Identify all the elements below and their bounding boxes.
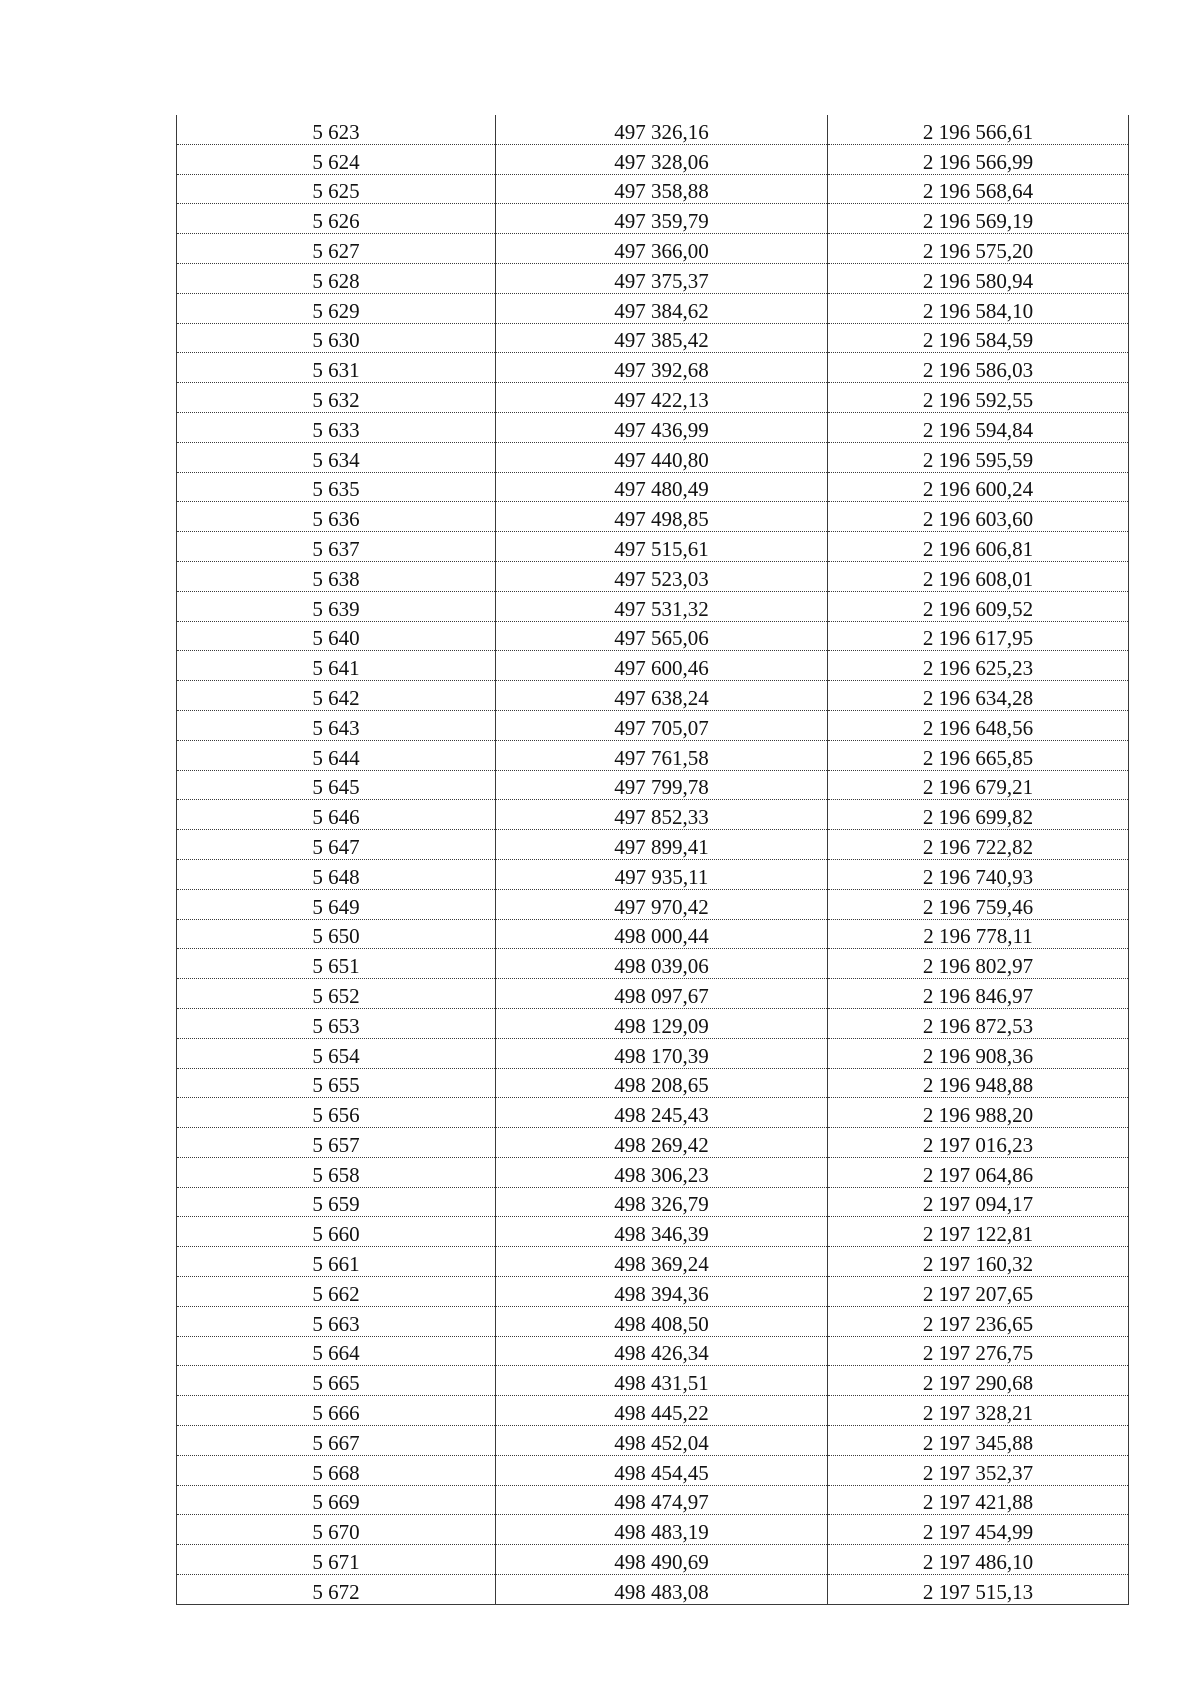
- point-number-cell: 5 654: [177, 1038, 496, 1068]
- y-coordinate-cell: 2 197 122,81: [828, 1217, 1129, 1247]
- y-coordinate-cell: 2 196 948,88: [828, 1068, 1129, 1098]
- point-number-cell: 5 646: [177, 800, 496, 830]
- x-coordinate-cell: 497 531,32: [496, 591, 828, 621]
- point-number-cell: 5 648: [177, 859, 496, 889]
- x-coordinate-cell: 497 935,11: [496, 859, 828, 889]
- table-row: [177, 561, 1129, 591]
- point-number-cell: 5 634: [177, 442, 496, 472]
- table-row: [177, 1366, 1129, 1396]
- y-coordinate-cell: 2 197 207,65: [828, 1277, 1129, 1307]
- x-coordinate-cell: 497 375,37: [496, 263, 828, 293]
- point-number-cell: 5 629: [177, 293, 496, 323]
- point-number-cell: 5 633: [177, 412, 496, 442]
- point-number-cell: 5 627: [177, 234, 496, 264]
- y-coordinate-cell: 2 196 569,19: [828, 204, 1129, 234]
- x-coordinate-cell: 498 129,09: [496, 1008, 828, 1038]
- y-coordinate-cell: 2 196 625,23: [828, 651, 1129, 681]
- table-row: [177, 1336, 1129, 1366]
- point-number-cell: 5 640: [177, 621, 496, 651]
- y-coordinate-cell: 2 196 722,82: [828, 830, 1129, 860]
- x-coordinate-cell: 498 170,39: [496, 1038, 828, 1068]
- x-coordinate-cell: 498 346,39: [496, 1217, 828, 1247]
- point-number-cell: 5 631: [177, 353, 496, 383]
- y-coordinate-cell: 2 196 872,53: [828, 1008, 1129, 1038]
- y-coordinate-cell: 2 197 094,17: [828, 1187, 1129, 1217]
- table-row: [177, 323, 1129, 353]
- table-row: [177, 1068, 1129, 1098]
- point-number-cell: 5 625: [177, 174, 496, 204]
- table-row: [177, 830, 1129, 860]
- x-coordinate-cell: 498 474,97: [496, 1485, 828, 1515]
- point-number-cell: 5 628: [177, 263, 496, 293]
- table-row: [177, 1455, 1129, 1485]
- table-row: [177, 889, 1129, 919]
- point-number-cell: 5 666: [177, 1396, 496, 1426]
- table-row: [177, 1277, 1129, 1307]
- x-coordinate-cell: 497 366,00: [496, 234, 828, 264]
- table-row: [177, 740, 1129, 770]
- table-row: [177, 1128, 1129, 1158]
- x-coordinate-cell: 497 326,16: [496, 115, 828, 144]
- point-number-cell: 5 660: [177, 1217, 496, 1247]
- y-coordinate-cell: 2 196 592,55: [828, 383, 1129, 413]
- x-coordinate-cell: 498 000,44: [496, 919, 828, 949]
- table-row: [177, 800, 1129, 830]
- point-number-cell: 5 665: [177, 1366, 496, 1396]
- y-coordinate-cell: 2 197 454,99: [828, 1515, 1129, 1545]
- x-coordinate-cell: 498 454,45: [496, 1455, 828, 1485]
- table-row: [177, 234, 1129, 264]
- point-number-cell: 5 669: [177, 1485, 496, 1515]
- table-row: [177, 412, 1129, 442]
- table-row: [177, 710, 1129, 740]
- point-number-cell: 5 668: [177, 1455, 496, 1485]
- y-coordinate-cell: 2 197 160,32: [828, 1247, 1129, 1277]
- point-number-cell: 5 672: [177, 1575, 496, 1605]
- table-row: [177, 1485, 1129, 1515]
- point-number-cell: 5 670: [177, 1515, 496, 1545]
- x-coordinate-cell: 497 565,06: [496, 621, 828, 651]
- point-number-cell: 5 644: [177, 740, 496, 770]
- y-coordinate-cell: 2 197 352,37: [828, 1455, 1129, 1485]
- y-coordinate-cell: 2 196 609,52: [828, 591, 1129, 621]
- y-coordinate-cell: 2 196 679,21: [828, 770, 1129, 800]
- x-coordinate-cell: 498 306,23: [496, 1157, 828, 1187]
- y-coordinate-cell: 2 197 421,88: [828, 1485, 1129, 1515]
- coordinates-table: [176, 115, 1129, 1605]
- table-row: [177, 1545, 1129, 1575]
- table-row: [177, 1426, 1129, 1456]
- table-row: [177, 1247, 1129, 1277]
- y-coordinate-cell: 2 196 648,56: [828, 710, 1129, 740]
- x-coordinate-cell: 497 899,41: [496, 830, 828, 860]
- table-row: [177, 1098, 1129, 1128]
- point-number-cell: 5 656: [177, 1098, 496, 1128]
- x-coordinate-cell: 498 452,04: [496, 1426, 828, 1456]
- x-coordinate-cell: 498 431,51: [496, 1366, 828, 1396]
- y-coordinate-cell: 2 196 988,20: [828, 1098, 1129, 1128]
- table-row: [177, 919, 1129, 949]
- table-row: [177, 204, 1129, 234]
- table-row: [177, 681, 1129, 711]
- table-row: [177, 1575, 1129, 1605]
- x-coordinate-cell: 497 523,03: [496, 561, 828, 591]
- table-row: [177, 532, 1129, 562]
- y-coordinate-cell: 2 196 600,24: [828, 472, 1129, 502]
- point-number-cell: 5 643: [177, 710, 496, 740]
- y-coordinate-cell: 2 196 586,03: [828, 353, 1129, 383]
- x-coordinate-cell: 497 440,80: [496, 442, 828, 472]
- x-coordinate-cell: 498 483,08: [496, 1575, 828, 1605]
- y-coordinate-cell: 2 196 778,11: [828, 919, 1129, 949]
- y-coordinate-cell: 2 196 584,10: [828, 293, 1129, 323]
- point-number-cell: 5 650: [177, 919, 496, 949]
- table-row: [177, 651, 1129, 681]
- point-number-cell: 5 642: [177, 681, 496, 711]
- table-row: [177, 353, 1129, 383]
- table-row: [177, 144, 1129, 174]
- point-number-cell: 5 630: [177, 323, 496, 353]
- table-row: [177, 442, 1129, 472]
- x-coordinate-cell: 498 394,36: [496, 1277, 828, 1307]
- y-coordinate-cell: 2 197 064,86: [828, 1157, 1129, 1187]
- x-coordinate-cell: 498 326,79: [496, 1187, 828, 1217]
- y-coordinate-cell: 2 196 575,20: [828, 234, 1129, 264]
- table-row: [177, 502, 1129, 532]
- point-number-cell: 5 649: [177, 889, 496, 919]
- y-coordinate-cell: 2 196 634,28: [828, 681, 1129, 711]
- x-coordinate-cell: 498 490,69: [496, 1545, 828, 1575]
- point-number-cell: 5 657: [177, 1128, 496, 1158]
- table-row: [177, 1038, 1129, 1068]
- point-number-cell: 5 632: [177, 383, 496, 413]
- table-row: [177, 1008, 1129, 1038]
- table-row: [177, 621, 1129, 651]
- point-number-cell: 5 658: [177, 1157, 496, 1187]
- y-coordinate-cell: 2 197 290,68: [828, 1366, 1129, 1396]
- point-number-cell: 5 624: [177, 144, 496, 174]
- point-number-cell: 5 662: [177, 1277, 496, 1307]
- y-coordinate-cell: 2 196 908,36: [828, 1038, 1129, 1068]
- point-number-cell: 5 661: [177, 1247, 496, 1277]
- point-number-cell: 5 655: [177, 1068, 496, 1098]
- y-coordinate-cell: 2 196 606,81: [828, 532, 1129, 562]
- point-number-cell: 5 623: [177, 115, 496, 144]
- table-row: [177, 1217, 1129, 1247]
- table-row: [177, 263, 1129, 293]
- x-coordinate-cell: 498 097,67: [496, 979, 828, 1009]
- x-coordinate-cell: 498 208,65: [496, 1068, 828, 1098]
- point-number-cell: 5 663: [177, 1306, 496, 1336]
- y-coordinate-cell: 2 196 568,64: [828, 174, 1129, 204]
- y-coordinate-cell: 2 196 740,93: [828, 859, 1129, 889]
- table-row: [177, 383, 1129, 413]
- x-coordinate-cell: 497 480,49: [496, 472, 828, 502]
- table-row: [177, 591, 1129, 621]
- x-coordinate-cell: 497 328,06: [496, 144, 828, 174]
- point-number-cell: 5 667: [177, 1426, 496, 1456]
- point-number-cell: 5 647: [177, 830, 496, 860]
- x-coordinate-cell: 497 799,78: [496, 770, 828, 800]
- x-coordinate-cell: 498 483,19: [496, 1515, 828, 1545]
- x-coordinate-cell: 497 970,42: [496, 889, 828, 919]
- y-coordinate-cell: 2 196 802,97: [828, 949, 1129, 979]
- x-coordinate-cell: 497 705,07: [496, 710, 828, 740]
- y-coordinate-cell: 2 196 665,85: [828, 740, 1129, 770]
- table-row: [177, 949, 1129, 979]
- table-row: [177, 1396, 1129, 1426]
- table-row: [177, 979, 1129, 1009]
- x-coordinate-cell: 498 039,06: [496, 949, 828, 979]
- y-coordinate-cell: 2 197 016,23: [828, 1128, 1129, 1158]
- point-number-cell: 5 671: [177, 1545, 496, 1575]
- y-coordinate-cell: 2 196 595,59: [828, 442, 1129, 472]
- x-coordinate-cell: 497 638,24: [496, 681, 828, 711]
- x-coordinate-cell: 497 392,68: [496, 353, 828, 383]
- x-coordinate-cell: 497 358,88: [496, 174, 828, 204]
- y-coordinate-cell: 2 196 566,99: [828, 144, 1129, 174]
- y-coordinate-cell: 2 196 584,59: [828, 323, 1129, 353]
- x-coordinate-cell: 497 852,33: [496, 800, 828, 830]
- coordinates-table-body: [177, 115, 1129, 1604]
- point-number-cell: 5 636: [177, 502, 496, 532]
- y-coordinate-cell: 2 196 617,95: [828, 621, 1129, 651]
- x-coordinate-cell: 498 445,22: [496, 1396, 828, 1426]
- point-number-cell: 5 626: [177, 204, 496, 234]
- y-coordinate-cell: 2 196 603,60: [828, 502, 1129, 532]
- point-number-cell: 5 653: [177, 1008, 496, 1038]
- point-number-cell: 5 659: [177, 1187, 496, 1217]
- y-coordinate-cell: 2 197 345,88: [828, 1426, 1129, 1456]
- y-coordinate-cell: 2 196 566,61: [828, 115, 1129, 144]
- y-coordinate-cell: 2 196 594,84: [828, 412, 1129, 442]
- table-row: [177, 472, 1129, 502]
- point-number-cell: 5 637: [177, 532, 496, 562]
- point-number-cell: 5 639: [177, 591, 496, 621]
- x-coordinate-cell: 497 600,46: [496, 651, 828, 681]
- x-coordinate-cell: 497 498,85: [496, 502, 828, 532]
- point-number-cell: 5 635: [177, 472, 496, 502]
- table-row: [177, 1306, 1129, 1336]
- y-coordinate-cell: 2 196 759,46: [828, 889, 1129, 919]
- y-coordinate-cell: 2 196 580,94: [828, 263, 1129, 293]
- x-coordinate-cell: 497 422,13: [496, 383, 828, 413]
- table-row: [177, 859, 1129, 889]
- x-coordinate-cell: 497 359,79: [496, 204, 828, 234]
- y-coordinate-cell: 2 196 608,01: [828, 561, 1129, 591]
- point-number-cell: 5 664: [177, 1336, 496, 1366]
- x-coordinate-cell: 497 384,62: [496, 293, 828, 323]
- y-coordinate-cell: 2 196 699,82: [828, 800, 1129, 830]
- table-row: [177, 770, 1129, 800]
- y-coordinate-cell: 2 197 236,65: [828, 1306, 1129, 1336]
- table-row: [177, 1157, 1129, 1187]
- x-coordinate-cell: 497 385,42: [496, 323, 828, 353]
- x-coordinate-cell: 498 245,43: [496, 1098, 828, 1128]
- x-coordinate-cell: 497 436,99: [496, 412, 828, 442]
- point-number-cell: 5 645: [177, 770, 496, 800]
- x-coordinate-cell: 497 761,58: [496, 740, 828, 770]
- x-coordinate-cell: 498 426,34: [496, 1336, 828, 1366]
- point-number-cell: 5 652: [177, 979, 496, 1009]
- x-coordinate-cell: 498 369,24: [496, 1247, 828, 1277]
- table-row: [177, 174, 1129, 204]
- y-coordinate-cell: 2 197 328,21: [828, 1396, 1129, 1426]
- table-row: [177, 1515, 1129, 1545]
- y-coordinate-cell: 2 196 846,97: [828, 979, 1129, 1009]
- y-coordinate-cell: 2 197 486,10: [828, 1545, 1129, 1575]
- table-row: [177, 115, 1129, 144]
- y-coordinate-cell: 2 197 276,75: [828, 1336, 1129, 1366]
- table-row: [177, 293, 1129, 323]
- point-number-cell: 5 651: [177, 949, 496, 979]
- x-coordinate-cell: 497 515,61: [496, 532, 828, 562]
- point-number-cell: 5 638: [177, 561, 496, 591]
- table-row: [177, 1187, 1129, 1217]
- x-coordinate-cell: 498 269,42: [496, 1128, 828, 1158]
- point-number-cell: 5 641: [177, 651, 496, 681]
- y-coordinate-cell: 2 197 515,13: [828, 1575, 1129, 1605]
- x-coordinate-cell: 498 408,50: [496, 1306, 828, 1336]
